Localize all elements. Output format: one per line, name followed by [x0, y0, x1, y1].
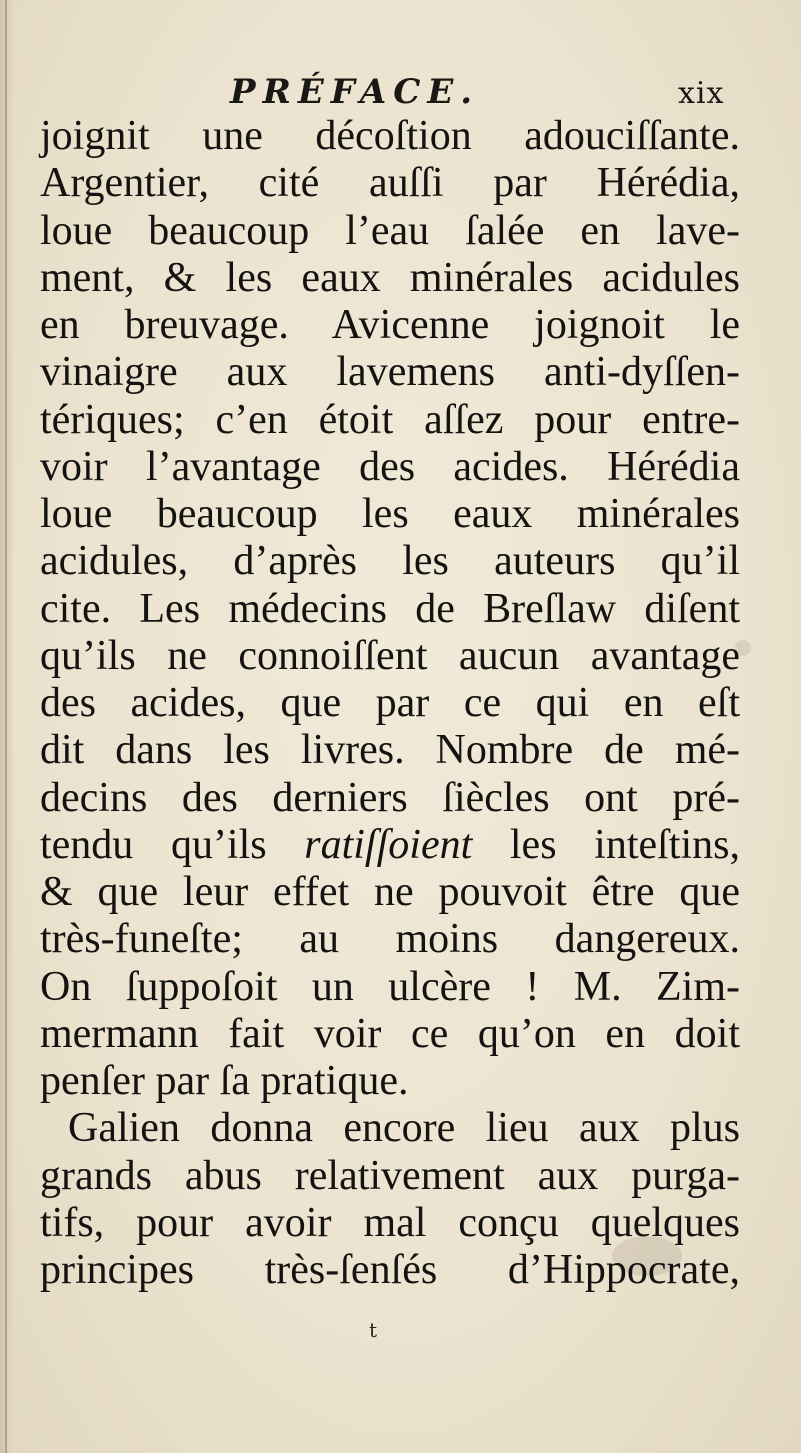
text-line: ment, & les eaux minérales acidules [40, 254, 740, 301]
text-line: & que leur effet ne pouvoit être que [40, 869, 740, 915]
text-line: qu’ils ne connoiſſent aucun avantage [40, 632, 740, 679]
text-line: loue beaucoup les eaux minérales [40, 491, 740, 537]
text-line: en breuvage. Avicenne joignoit le [40, 302, 740, 348]
text-run: tendu qu’ils [40, 821, 305, 868]
paragraph-start-line: Galien donna encore lieu aux plus [68, 1105, 740, 1152]
italic-word: ratiſſoient [304, 821, 473, 868]
text-line: Argentier, cité auſſi par Hérédia, [40, 160, 740, 207]
text-line: mermann fait voir ce qu’on en doit [40, 1010, 740, 1057]
text-line: principes très-ſenſés d’Hippocrate, [40, 1247, 740, 1293]
text-line: cite. Les médecins de Breſlaw diſent [40, 585, 740, 632]
text-line: acidules, d’après les auteurs qu’il [40, 538, 740, 585]
text-run: les inteſtins, [472, 821, 740, 868]
text-line: loue beaucoup l’eau ſalée en lave- [40, 207, 740, 254]
text-line: tifs, pour avoir mal conçu quelques [40, 1199, 740, 1246]
text-line: des acides, que par ce qui en eſt [40, 680, 740, 726]
page-number: xix [678, 76, 725, 111]
page-gutter-shadow [0, 0, 14, 1453]
running-head: PRÉFACE. [230, 72, 480, 112]
text-line: vinaigre aux lavemens anti-dyſſen- [40, 349, 740, 396]
paragraph-end-line: penſer par ſa pratique. [40, 1058, 409, 1104]
text-line: voir l’avantage des acides. Hérédia [40, 443, 740, 490]
text-line: grands abus relativement aux purga- [40, 1152, 740, 1199]
text-line: On ſuppoſoit un ulcère ! M. Zim- [40, 963, 740, 1010]
signature-mark: t [369, 1318, 378, 1342]
text-line: decins des derniers ſiècles ont pré- [40, 774, 740, 821]
text-line: très-funeſte; au moins dangereux. [40, 916, 740, 963]
text-line: tériques; c’en étoit aſſez pour entre- [40, 396, 740, 443]
body-text [40, 113, 740, 1294]
text-line: dit dans les livres. Nombre de mé- [40, 727, 740, 774]
text-line-with-italic [40, 822, 740, 869]
text-line: joignit une décoſtion adouciſſante. [40, 113, 740, 159]
page-gutter-line [5, 0, 7, 1453]
